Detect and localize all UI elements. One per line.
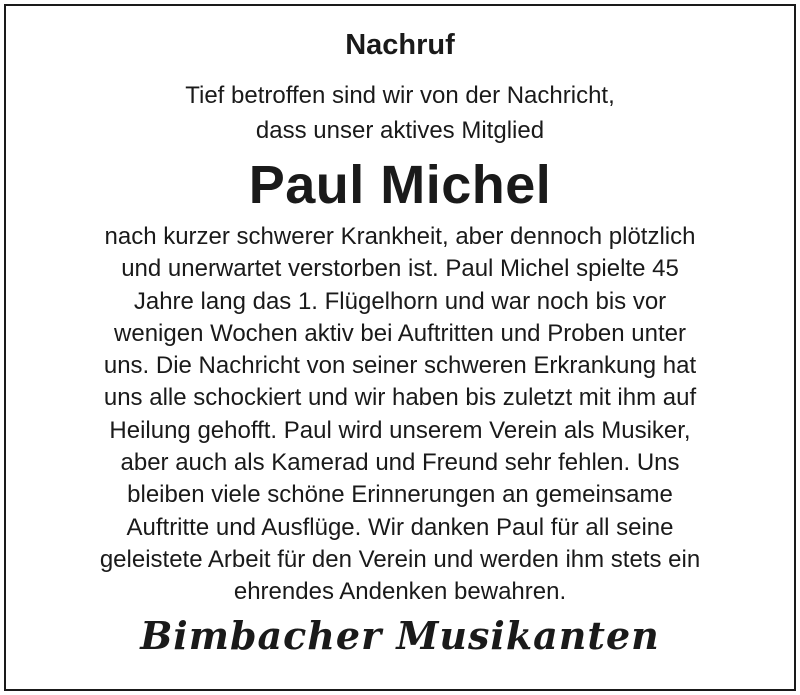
intro-text bbox=[6, 78, 794, 148]
body-line: uns alle schockiert und wir haben bis zuletzt mit ihm auf bbox=[103, 384, 697, 412]
body-line: bleiben viele schöne Erinnerungen an gemeinsame bbox=[127, 481, 673, 509]
obituary-notice bbox=[4, 4, 796, 691]
body-line: wenigen Wochen aktiv bei Auftritten und Proben unter bbox=[114, 319, 686, 347]
signature-club-name: Bimbacher Musikanten bbox=[140, 613, 660, 658]
body-line: ehrendes Andenken bewahren. bbox=[233, 578, 567, 606]
body-line: nach kurzer schwerer Krankheit, aber dennoch plötzlich bbox=[104, 223, 696, 250]
intro-line: Tief betroffen sind wir von der Nachricht, bbox=[185, 82, 615, 109]
deceased-name: Paul Michel bbox=[248, 155, 552, 215]
obituary-body bbox=[6, 221, 794, 609]
notice-heading: Nachruf bbox=[345, 29, 455, 61]
intro-line: dass unser aktives Mitglied bbox=[255, 117, 545, 144]
body-line: geleistete Arbeit für den Verein und werden ihm stets ein bbox=[99, 545, 701, 573]
body-line: uns. Die Nachricht von seiner schweren Erkrankung hat bbox=[103, 352, 697, 380]
body-line: Heilung gehofft. Paul wird unserem Verein als Musiker, bbox=[109, 416, 691, 444]
body-line: und unerwartet verstorben ist. Paul Michel spielte 45 bbox=[121, 255, 679, 283]
body-line: Jahre lang das 1. Flügelhorn und war noch bis vor bbox=[133, 287, 667, 315]
body-line: Auftritte und Ausflüge. Wir danken Paul für all seine bbox=[126, 513, 674, 541]
body-line: aber auch als Kamerad und Freund sehr fehlen. Uns bbox=[120, 449, 680, 477]
